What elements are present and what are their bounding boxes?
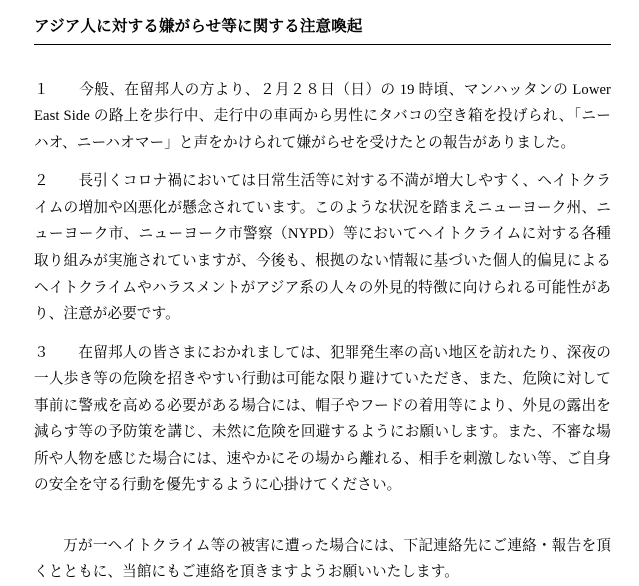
paragraph-1: １ 今般、在留邦人の方より、２月２８日（日）の 19 時頃、マンハッタンの Lower East Side の路上を歩行中、走行中の車両から男性にタバコの空き箱を投げられ、「ニーハオ、ニーハオマー」と声をかけられて嫌がらせを受けたとの報告がありました。 bbox=[34, 81, 611, 151]
page-title: アジア人に対する嫌がらせ等に関する注意喚起 bbox=[34, 16, 611, 45]
paragraph-2: ２ 長引くコロナ禍においては日常生活等に対する不満が増大しやすく、ヘイトクライムの増加や凶悪化が懸念されています。このような状況を踏まえニューヨーク州、ニューヨーク市、ニューヨーク市警察（NYPD）等においてヘイトクライムに対する各種取り組みが実施されていますが、今後も、根拠のない情報に基づいた個人的偏見によるヘイトクライムやハラスメントがアジア系の人々の外見的特徴に向けられる可能性があり、注意が必要です。 bbox=[34, 173, 611, 323]
paragraph-4: 万が一ヘイトクライム等の被害に遭った場合には、下記連絡先にご連絡・報告を頂くとともに、当館にもご連絡を頂きますようお願いいたします。 bbox=[34, 537, 611, 581]
title-body-spacer bbox=[34, 49, 611, 63]
paragraph-spacer-1 bbox=[34, 156, 611, 168]
paragraph-spacer-2 bbox=[34, 328, 611, 340]
paragraph-spacer-3 bbox=[34, 499, 611, 533]
paragraph-3: ３ 在留邦人の皆さまにおかれましては、犯罪発生率の高い地区を訪れたり、深夜の一人歩き等の危険を招きやすい行動は可能な限り避けていただき、また、危険に対して事前に警戒を高める必要がある場合には、帽子やフードの着用等により、外見の露出を減らす等の予防策を講じ、未然に危険を回避するようにお願いします。また、不審な場所や人物を感じた場合には、速やかにその場から離れる、相手を刺激しない等、ご自身の安全を守る行動を優先するように心掛けてください。 bbox=[34, 344, 611, 494]
